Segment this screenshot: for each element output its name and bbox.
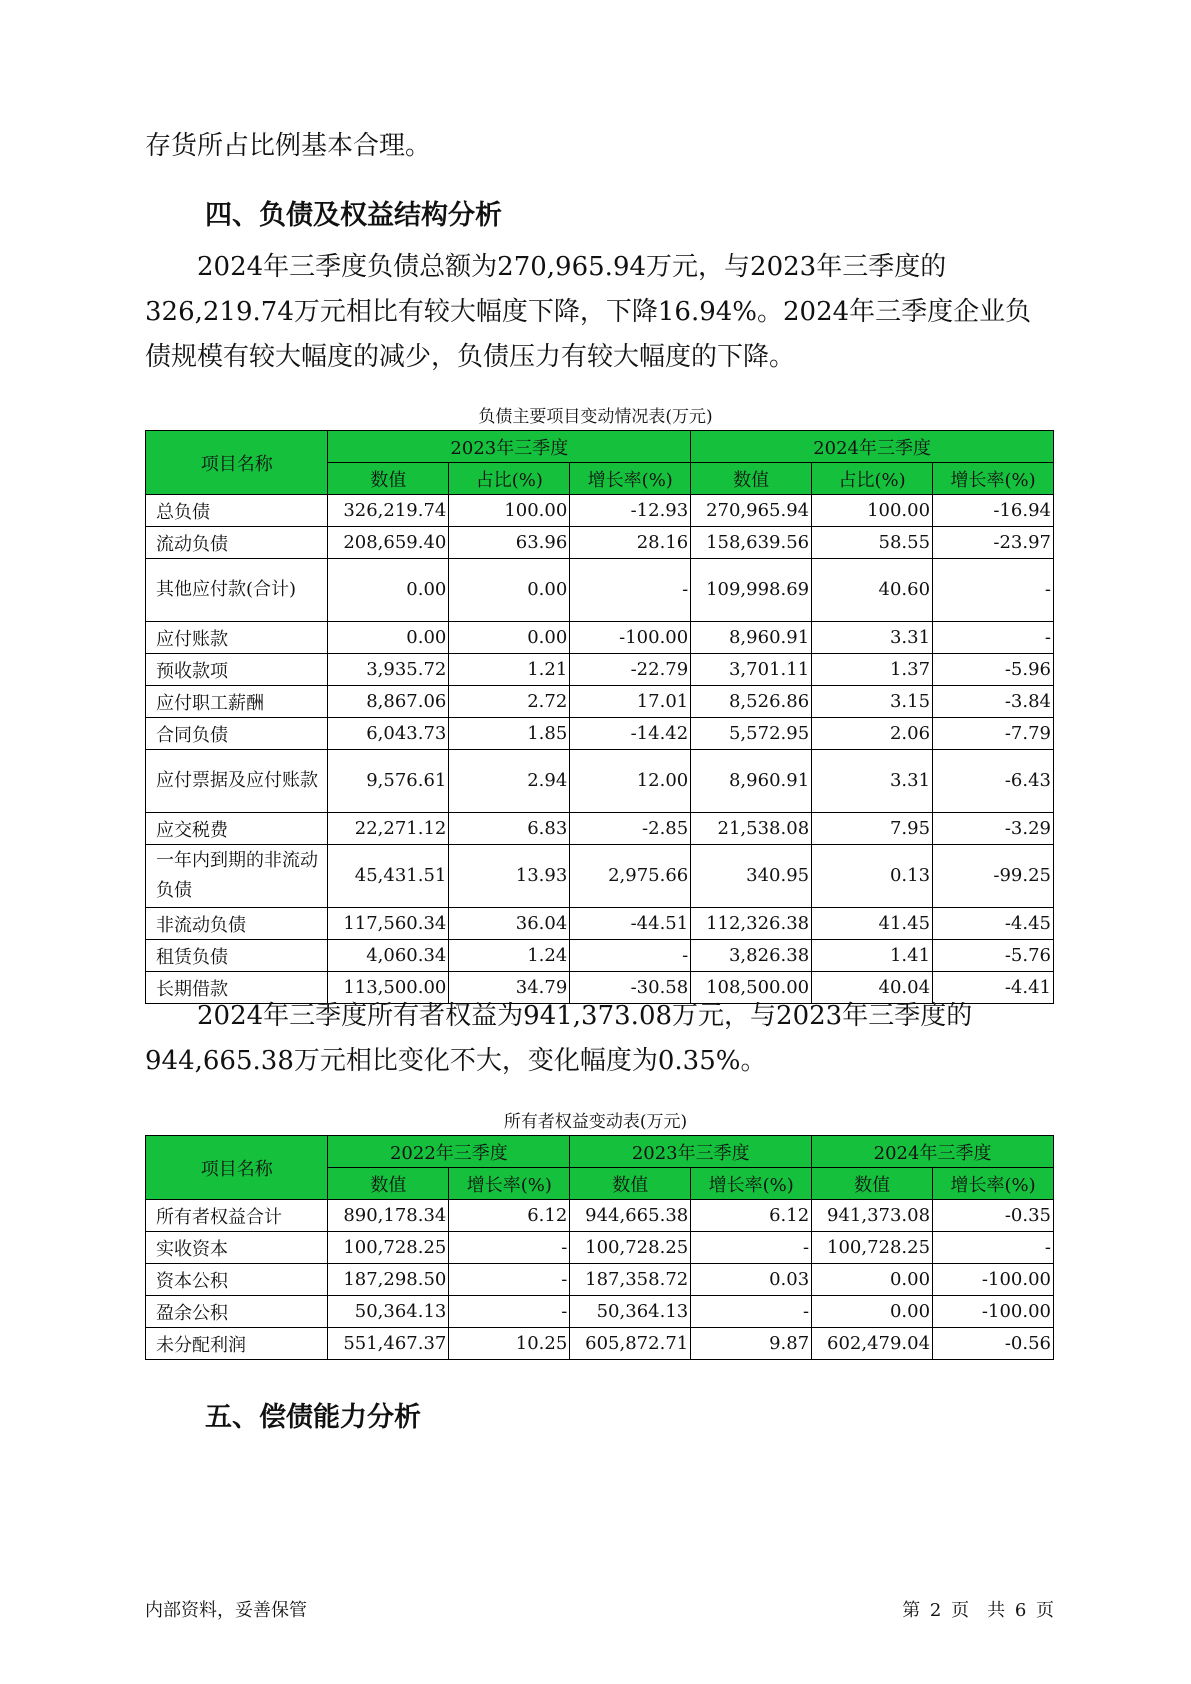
table-cell: 890,178.34 bbox=[328, 1200, 449, 1232]
table-cell: 208,659.40 bbox=[328, 527, 449, 559]
table-cell: - bbox=[449, 1232, 570, 1264]
row-item-name: 长期借款 bbox=[146, 972, 328, 1004]
table-cell: 10.25 bbox=[449, 1328, 570, 1360]
footer-page-number: 第 2 页 共 6 页 bbox=[902, 1600, 1054, 1621]
equity-table-caption: 所有者权益变动表(万元) bbox=[503, 1112, 688, 1132]
table-row bbox=[146, 908, 1054, 940]
item-name-header: 项目名称 bbox=[146, 431, 328, 495]
row-item-name: 未分配利润 bbox=[146, 1328, 328, 1360]
table-cell: -12.93 bbox=[570, 495, 691, 527]
table-cell: 2.06 bbox=[812, 718, 933, 750]
liability-table-body bbox=[146, 495, 1054, 1004]
table-cell: 941,373.08 bbox=[812, 1200, 933, 1232]
column-header: 增长率(%) bbox=[933, 463, 1054, 495]
table-cell: 4,060.34 bbox=[328, 940, 449, 972]
row-item-name: 应付票据及应付账款 bbox=[146, 750, 328, 813]
table-cell: -16.94 bbox=[933, 495, 1054, 527]
table-cell: 2.94 bbox=[449, 750, 570, 813]
table-row bbox=[146, 845, 1054, 908]
table-cell: 112,326.38 bbox=[691, 908, 812, 940]
column-header: 数值 bbox=[812, 1168, 933, 1200]
row-item-name: 预收款项 bbox=[146, 654, 328, 686]
table-cell: -100.00 bbox=[933, 1264, 1054, 1296]
table-cell: 0.00 bbox=[328, 559, 449, 622]
table-cell: 6.83 bbox=[449, 813, 570, 845]
table-cell: 0.03 bbox=[691, 1264, 812, 1296]
table-cell: 0.00 bbox=[449, 622, 570, 654]
table-cell: -5.76 bbox=[933, 940, 1054, 972]
table-cell: -30.58 bbox=[570, 972, 691, 1004]
table-cell: 187,358.72 bbox=[570, 1264, 691, 1296]
liability-paragraph: 2024年三季度负债总额为270,965.94万元，与2023年三季度的326,219.74万元相比有较大幅度下降，下降16.94%。2024年三季度企业负债规模有较大幅度的减少，负债压力有较大幅度的下降。 bbox=[145, 252, 1032, 372]
table-cell: -7.79 bbox=[933, 718, 1054, 750]
table-row bbox=[146, 750, 1054, 813]
column-header: 占比(%) bbox=[449, 463, 570, 495]
period-header: 2023年三季度 bbox=[328, 431, 691, 463]
column-header: 数值 bbox=[691, 463, 812, 495]
table-cell: -0.35 bbox=[933, 1200, 1054, 1232]
intro-tail-text: 存货所占比例基本合理。 bbox=[145, 131, 432, 161]
table-cell: 108,500.00 bbox=[691, 972, 812, 1004]
table-row bbox=[146, 1296, 1054, 1328]
table-cell: 602,479.04 bbox=[812, 1328, 933, 1360]
table-cell: -4.41 bbox=[933, 972, 1054, 1004]
table-cell: 1.37 bbox=[812, 654, 933, 686]
table-cell: -100.00 bbox=[933, 1296, 1054, 1328]
table-row bbox=[146, 1232, 1054, 1264]
table-cell: 8,526.86 bbox=[691, 686, 812, 718]
table-cell: 1.41 bbox=[812, 940, 933, 972]
table-cell: -5.96 bbox=[933, 654, 1054, 686]
table-row bbox=[146, 495, 1054, 527]
period-header: 2023年三季度 bbox=[570, 1136, 812, 1168]
column-header: 数值 bbox=[328, 463, 449, 495]
row-item-name: 总负债 bbox=[146, 495, 328, 527]
table-row bbox=[146, 527, 1054, 559]
table-cell: 50,364.13 bbox=[328, 1296, 449, 1328]
equity-paragraph: 2024年三季度所有者权益为941,373.08万元，与2023年三季度的944,665.38万元相比变化不大，变化幅度为0.35%。 bbox=[145, 1001, 973, 1076]
table-cell: 8,960.91 bbox=[691, 622, 812, 654]
table-cell: 3.15 bbox=[812, 686, 933, 718]
row-item-name: 应交税费 bbox=[146, 813, 328, 845]
row-item-name: 所有者权益合计 bbox=[146, 1200, 328, 1232]
table-cell: 7.95 bbox=[812, 813, 933, 845]
row-item-name: 合同负债 bbox=[146, 718, 328, 750]
table-cell: 36.04 bbox=[449, 908, 570, 940]
table-cell: 40.60 bbox=[812, 559, 933, 622]
table-cell: 6,043.73 bbox=[328, 718, 449, 750]
section-5-title: 五、偿债能力分析 bbox=[205, 1402, 421, 1433]
table-cell: -4.45 bbox=[933, 908, 1054, 940]
row-item-name: 资本公积 bbox=[146, 1264, 328, 1296]
row-item-name: 实收资本 bbox=[146, 1232, 328, 1264]
table-cell: 605,872.71 bbox=[570, 1328, 691, 1360]
table-cell: 3,826.38 bbox=[691, 940, 812, 972]
table-cell: 340.95 bbox=[691, 845, 812, 908]
table-cell: 944,665.38 bbox=[570, 1200, 691, 1232]
table-cell: -14.42 bbox=[570, 718, 691, 750]
table-cell: -99.25 bbox=[933, 845, 1054, 908]
table-cell: 22,271.12 bbox=[328, 813, 449, 845]
table-cell: 0.00 bbox=[328, 622, 449, 654]
table-cell: 12.00 bbox=[570, 750, 691, 813]
period-header: 2024年三季度 bbox=[812, 1136, 1054, 1168]
table-cell: - bbox=[449, 1296, 570, 1328]
table-cell: 158,639.56 bbox=[691, 527, 812, 559]
row-item-name: 其他应付款(合计) bbox=[146, 559, 328, 622]
table-cell: 1.85 bbox=[449, 718, 570, 750]
equity-table bbox=[145, 1135, 1054, 1360]
table-cell: 0.00 bbox=[812, 1264, 933, 1296]
column-header: 增长率(%) bbox=[449, 1168, 570, 1200]
table-cell: -2.85 bbox=[570, 813, 691, 845]
table-cell: 28.16 bbox=[570, 527, 691, 559]
table-cell: 551,467.37 bbox=[328, 1328, 449, 1360]
table-cell: 100,728.25 bbox=[812, 1232, 933, 1264]
table-cell: 8,960.91 bbox=[691, 750, 812, 813]
table-cell: 8,867.06 bbox=[328, 686, 449, 718]
table-cell: - bbox=[449, 1264, 570, 1296]
table-cell: -22.79 bbox=[570, 654, 691, 686]
table-cell: 34.79 bbox=[449, 972, 570, 1004]
row-item-name: 应付职工薪酬 bbox=[146, 686, 328, 718]
table-cell: 3.31 bbox=[812, 622, 933, 654]
table-cell: 187,298.50 bbox=[328, 1264, 449, 1296]
table-cell: - bbox=[570, 559, 691, 622]
table-cell: 1.24 bbox=[449, 940, 570, 972]
table-cell: -0.56 bbox=[933, 1328, 1054, 1360]
table-cell: 270,965.94 bbox=[691, 495, 812, 527]
table-row bbox=[146, 1200, 1054, 1232]
column-header: 数值 bbox=[328, 1168, 449, 1200]
row-item-name: 租赁负债 bbox=[146, 940, 328, 972]
table-cell: 21,538.08 bbox=[691, 813, 812, 845]
table-cell: 100,728.25 bbox=[570, 1232, 691, 1264]
column-header: 占比(%) bbox=[812, 463, 933, 495]
table-cell: 45,431.51 bbox=[328, 845, 449, 908]
table-row bbox=[146, 1328, 1054, 1360]
section-4-title: 四、负债及权益结构分析 bbox=[205, 200, 502, 231]
table-cell: 100.00 bbox=[812, 495, 933, 527]
column-header: 增长率(%) bbox=[570, 463, 691, 495]
table-cell: - bbox=[691, 1296, 812, 1328]
table-cell: -23.97 bbox=[933, 527, 1054, 559]
table-cell: 3.31 bbox=[812, 750, 933, 813]
table-cell: 0.00 bbox=[449, 559, 570, 622]
table-cell: 100.00 bbox=[449, 495, 570, 527]
footer-confidential-note: 内部资料，妥善保管 bbox=[145, 1600, 307, 1621]
table-cell: 13.93 bbox=[449, 845, 570, 908]
table-cell: 109,998.69 bbox=[691, 559, 812, 622]
table-cell: 2.72 bbox=[449, 686, 570, 718]
table-cell: 58.55 bbox=[812, 527, 933, 559]
table-cell: 113,500.00 bbox=[328, 972, 449, 1004]
table-cell: -100.00 bbox=[570, 622, 691, 654]
table-cell: 9,576.61 bbox=[328, 750, 449, 813]
table-row bbox=[146, 686, 1054, 718]
table-cell: 40.04 bbox=[812, 972, 933, 1004]
table-cell: 6.12 bbox=[691, 1200, 812, 1232]
table-cell: - bbox=[933, 1232, 1054, 1264]
table-cell: 50,364.13 bbox=[570, 1296, 691, 1328]
table-row bbox=[146, 559, 1054, 622]
table-cell: - bbox=[933, 559, 1054, 622]
item-name-header: 项目名称 bbox=[146, 1136, 328, 1200]
period-header: 2022年三季度 bbox=[328, 1136, 570, 1168]
table-cell: 41.45 bbox=[812, 908, 933, 940]
table-cell: 17.01 bbox=[570, 686, 691, 718]
table-row bbox=[146, 813, 1054, 845]
equity-table-body bbox=[146, 1200, 1054, 1360]
row-item-name: 流动负债 bbox=[146, 527, 328, 559]
table-cell: 117,560.34 bbox=[328, 908, 449, 940]
table-cell: 63.96 bbox=[449, 527, 570, 559]
table-row bbox=[146, 622, 1054, 654]
table-cell: -3.29 bbox=[933, 813, 1054, 845]
row-item-name: 盈余公积 bbox=[146, 1296, 328, 1328]
table-cell: 0.13 bbox=[812, 845, 933, 908]
table-cell: 3,701.11 bbox=[691, 654, 812, 686]
table-cell: 326,219.74 bbox=[328, 495, 449, 527]
table-cell: 100,728.25 bbox=[328, 1232, 449, 1264]
table-row bbox=[146, 654, 1054, 686]
column-header: 增长率(%) bbox=[933, 1168, 1054, 1200]
table-cell: - bbox=[570, 940, 691, 972]
table-cell: -44.51 bbox=[570, 908, 691, 940]
table-cell: - bbox=[933, 622, 1054, 654]
table-cell: 2,975.66 bbox=[570, 845, 691, 908]
period-header: 2024年三季度 bbox=[691, 431, 1054, 463]
table-cell: -3.84 bbox=[933, 686, 1054, 718]
table-cell: 6.12 bbox=[449, 1200, 570, 1232]
row-item-name: 一年内到期的非流动负债 bbox=[146, 845, 328, 908]
table-cell: 9.87 bbox=[691, 1328, 812, 1360]
table-row bbox=[146, 940, 1054, 972]
table-cell: 5,572.95 bbox=[691, 718, 812, 750]
liability-table bbox=[145, 430, 1054, 1004]
row-item-name: 非流动负债 bbox=[146, 908, 328, 940]
table-cell: 0.00 bbox=[812, 1296, 933, 1328]
liability-table-caption: 负债主要项目变动情况表(万元) bbox=[478, 407, 713, 427]
table-cell: -6.43 bbox=[933, 750, 1054, 813]
row-item-name: 应付账款 bbox=[146, 622, 328, 654]
table-row bbox=[146, 1264, 1054, 1296]
table-cell: - bbox=[691, 1232, 812, 1264]
table-cell: 1.21 bbox=[449, 654, 570, 686]
table-row bbox=[146, 718, 1054, 750]
column-header: 增长率(%) bbox=[691, 1168, 812, 1200]
column-header: 数值 bbox=[570, 1168, 691, 1200]
table-cell: 3,935.72 bbox=[328, 654, 449, 686]
